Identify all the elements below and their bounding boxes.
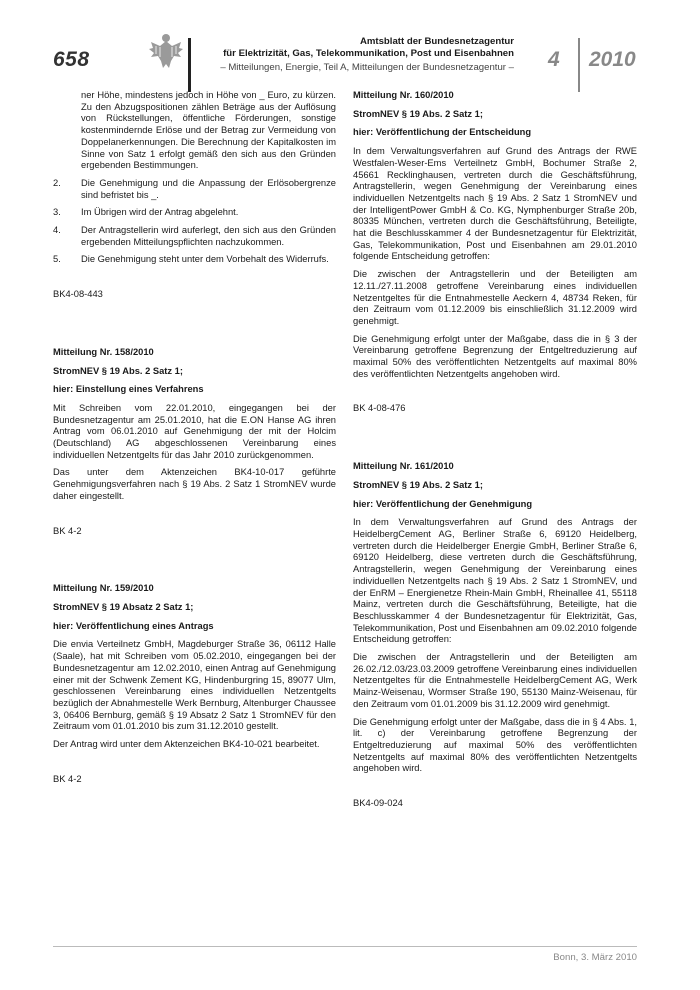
file-reference: BK 4-2 bbox=[53, 773, 82, 784]
issue-divider bbox=[578, 38, 580, 92]
notice-paragraph: Die zwischen der Antragstellerin und der Beteiligten am 12.11./27.11.2008 getroffene Vereinbarung eines individuellen Netzentgeltes für die Entnahmestelle Aeckern 4, 48734 Reken, für den Zeitraum vom 01.12.2009 bis einschließlich 31.12.2009 wird genehmigt. bbox=[353, 269, 637, 326]
journal-subtitle: – Mitteilungen, Energie, Teil A, Mitteilungen der Bundesnetzagentur – bbox=[220, 62, 514, 73]
list-item bbox=[53, 225, 336, 248]
list-item-number: 2. bbox=[53, 177, 61, 188]
notice-title: Mitteilung Nr. 161/2010 bbox=[353, 461, 454, 472]
issue-number: 4 bbox=[548, 48, 560, 71]
notice-law: StromNEV § 19 Abs. 2 Satz 1; bbox=[353, 108, 483, 119]
journal-title-line2: für Elektrizität, Gas, Telekommunikation, Post und Eisenbahnen bbox=[223, 48, 514, 59]
list-item-number: 5. bbox=[53, 254, 61, 265]
notice-paragraph: Das unter dem Aktenzeichen BK4-10-017 geführte Genehmigungsverfahren nach § 19 Abs. 2 Satz 1 StromNEV wurde daher eingestellt. bbox=[53, 467, 336, 501]
federal-eagle-icon bbox=[148, 32, 184, 72]
file-reference: BK 4-08-476 bbox=[353, 403, 406, 414]
notice-topic: hier: Veröffentlichung der Genehmigung bbox=[353, 498, 533, 509]
notice-law: StromNEV § 19 Absatz 2 Satz 1; bbox=[53, 601, 194, 612]
right-column bbox=[353, 90, 637, 810]
header-divider bbox=[188, 38, 191, 92]
notice-paragraph: Die Genehmigung erfolgt unter der Maßgabe, dass die in § 3 der Vereinbarung getroffene Begrenzung der Entgeltreduzierung auf maximal 50% des veröffentlichten Netzentgelts auf maximal 80% des veröffentlichten Netzentgelts angehoben wird. bbox=[353, 333, 637, 379]
journal-title bbox=[210, 36, 514, 60]
notice-topic: hier: Veröffentlichung eines Antrags bbox=[53, 620, 214, 631]
footer-date: Bonn, 3. März 2010 bbox=[553, 952, 637, 963]
list-item-number: 4. bbox=[53, 225, 61, 236]
journal-title-line1: Amtsblatt der Bundesnetzagentur bbox=[359, 36, 514, 47]
list-item-text: Die Genehmigung und die Anpassung der Erlösobergrenze sind befristet bis _. bbox=[81, 177, 336, 200]
file-reference: BK 4-2 bbox=[53, 525, 82, 536]
footer-divider bbox=[53, 946, 637, 947]
issue-year: 2010 bbox=[589, 48, 636, 71]
file-reference: BK4-08-443 bbox=[53, 289, 103, 300]
continuation-paragraph: ner Höhe, mindestens jedoch in Höhe von _ Euro, zu kürzen. Zu den Abzugspositionen zählen Beträge aus der Auflösung von Rückstellungen, öffentliche Förderungen, sonstige kostenmindernde Erlöse und der Betrag zur Vermeidung von Doppelanerkennungen. Die Berechnung der Kapitalkosten im Sinne von Satz 1 erfolgt gemäß den sich aus den Gründen ergebenden Bestimmungen. bbox=[81, 90, 336, 171]
notice-topic: hier: Veröffentlichung der Entscheidung bbox=[353, 127, 532, 138]
notice-title: Mitteilung Nr. 158/2010 bbox=[53, 346, 154, 357]
notice-paragraph: Die envia Verteilnetz GmbH, Magdeburger Straße 36, 06112 Halle (Saale), hat mit Schreiben vom 05.02.2010, eingegangen bei der Bundesnetzagentur am 12.02.2010, einen Antrag auf Genehmigung einer mit der Schwenk Zement KG, Hindenburgring 15, 89077 Ulm, geschlossenen Vereinbarung eines individuellen Netzentgelts bezüglich der Abnahmestelle Werk Bernburg, Altenburger Chaussee 3, 06406 Bernburg, gemäß § 19 Absatz 2 Satz 1 StromNEV für den Zeitraum vom 01.01.2010 bis zum 31.12.2010 gestellt. bbox=[53, 639, 336, 732]
notice-law: StromNEV § 19 Abs. 2 Satz 1; bbox=[53, 365, 183, 376]
notice-paragraph: Der Antrag wird unter dem Aktenzeichen BK4-10-021 bearbeitet. bbox=[53, 739, 320, 750]
notice-paragraph: Die zwischen der Antragstellerin und der Beteiligten am 26.02./12.03/23.03.2009 getroffene Vereinbarung eines individuellen Netzentgeltes für die Entnahmestelle HeidelbergCement AG, Werk Mainz-Weisenau, Wormser Straße 190, 55130 Mainz-Weisenau, für den Zeitraum vom 01.01.2009 bis 31.12.2009 wird genehmigt. bbox=[353, 652, 637, 709]
notice-paragraph: In dem Verwaltungsverfahren auf Grund des Antrags der RWE Westfalen-Weser-Ems Verteilnetz GmbH, Bochumer Straße 2, 45661 Recklinghausen, vertreten durch die Geschäftsführung, Antragstellerin, wegen Genehmigung der Vereinbarung eines individuellen Netzentgelts nach § 19 Abs. 2 Satz 1 StromNEV und der IntelligentPower GmbH & Co. KG, Nymphenburger Straße 20b, 80335 München, vertreten durch die Geschäftsführung, Beteiligte, hat die Beschlusskammer 4 der Bundesnetzagentur für Elektrizität, Gas, Telekommunikation, Post und Eisenbahnen am 29.01.2010 folgende Entscheidung getroffen: bbox=[353, 146, 637, 262]
notice-title: Mitteilung Nr. 159/2010 bbox=[53, 583, 154, 594]
list-item-text: Die Genehmigung steht unter dem Vorbehalt des Widerrufs. bbox=[81, 254, 329, 265]
list-item bbox=[53, 178, 336, 201]
page-number: 658 bbox=[53, 48, 90, 71]
list-item-text: Im Übrigen wird der Antrag abgelehnt. bbox=[81, 207, 239, 218]
decision-list bbox=[53, 178, 336, 266]
left-column bbox=[53, 90, 336, 785]
notice-paragraph: In dem Verwaltungsverfahren auf Grund des Antrags der HeidelbergCement AG, Berliner Straße 6, 69120 Heidelberg, vertreten durch die Heidelberger Energie GmbH, Berliner Straße 6, 69120 Heidelberg, diese vertreten durch die Geschäftsführung, Antragstellerin, wegen Genehmigung der Vereinbarung eines individuellen Netzentgelts nach § 19 Abs. 2 Satz 1 StromNEV, und der EnRM – Energienetze Rhein-Main GmbH, Rheinallee 41, 55118 Mainz, vertreten durch die Geschäftsführung, Beteiligte, hat die Beschlusskammer 4 der Bundesnetzagentur für Elektrizität, Gas, Telekommunikation, Post und Eisenbahnen am 09.02.2010 folgende Entscheidung getroffen: bbox=[353, 517, 637, 645]
list-item-number: 3. bbox=[53, 207, 61, 218]
notice-topic: hier: Einstellung eines Verfahrens bbox=[53, 384, 204, 395]
notice-law: StromNEV § 19 Abs. 2 Satz 1; bbox=[353, 479, 483, 490]
notice-paragraph: Die Genehmigung erfolgt unter der Maßgabe, dass die in § 4 Abs. 1, lit. c) der Vereinbarung getroffene Begrenzung der Entgeltreduzierung auf maximal 50% des veröffentlichten Netzentgelts auf maximal 80% des veröffentlichten Netzentgelts angehoben wird. bbox=[353, 716, 637, 774]
notice-paragraph: Mit Schreiben vom 22.01.2010, eingegangen bei der Bundesnetzagentur am 25.01.2010, hat die E.ON Hanse AG ihren Antrag vom 06.01.2010 auf Genehmigung der mit der Holcim (Deutschland) AG abgeschlossenen Vereinbarung eines individuellen Netzentgelts für das Jahr 2010 zurückgenommen. bbox=[53, 402, 336, 460]
list-item bbox=[53, 254, 336, 266]
notice-title: Mitteilung Nr. 160/2010 bbox=[353, 90, 454, 100]
list-item bbox=[53, 207, 336, 219]
list-item-text: Der Antragstellerin wird auferlegt, den sich aus den Gründen ergebenden Mitteilungspflichten nachzukommen. bbox=[81, 225, 336, 247]
file-reference: BK4-09-024 bbox=[353, 798, 403, 809]
